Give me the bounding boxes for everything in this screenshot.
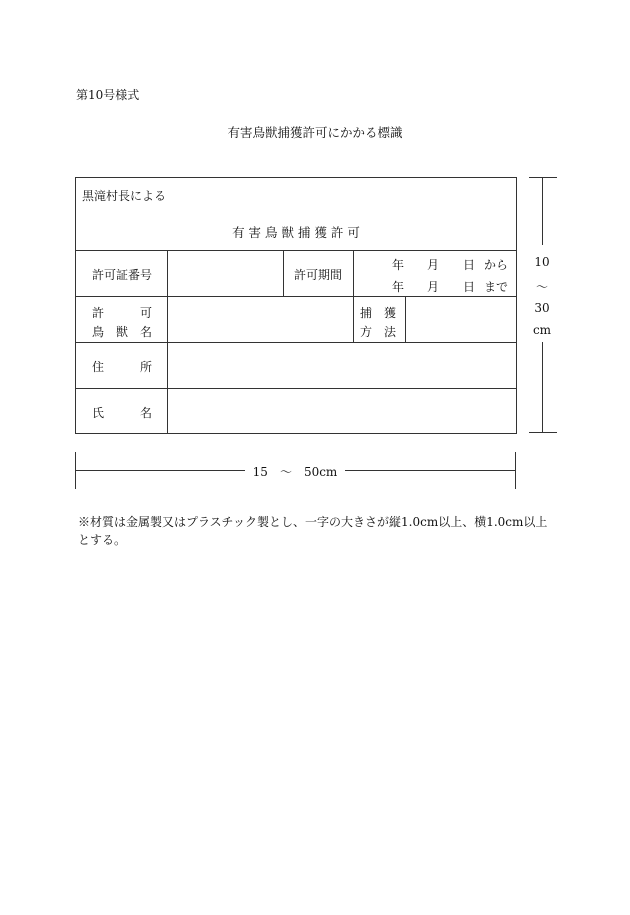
period-to-year: 年 (392, 280, 405, 294)
row-divider (76, 388, 516, 389)
material-note: ※材質は金属製又はプラスチック製とし、一字の大きさが縦1.0cm以上、横1.0cm以上とする。 (78, 515, 548, 547)
dimension-line (75, 470, 245, 471)
column-divider (283, 250, 284, 296)
dimension-line (542, 177, 543, 245)
period-from-month: 月 (427, 258, 440, 272)
period-from-day: 日 (463, 258, 476, 272)
permit-period-label: 許可期間 (294, 268, 343, 282)
period-from-suffix: から (484, 258, 509, 272)
column-divider (405, 296, 406, 342)
row-divider (76, 250, 516, 251)
height-separator: ～ (535, 280, 548, 294)
capture-method-label-line2: 方 法 (360, 325, 397, 339)
document-title: 有害鳥獣捕獲許可にかかる標識 (227, 125, 403, 140)
height-unit: cm (532, 323, 552, 337)
period-to-day: 日 (463, 280, 476, 294)
width-text: 15 ～ 50cm (252, 465, 338, 479)
dimension-tick (529, 177, 557, 178)
name-label: 氏 名 (92, 406, 153, 420)
sign-form-table (75, 177, 517, 434)
issuer-text: 黒滝村長による (82, 189, 167, 203)
column-divider (353, 296, 354, 342)
species-label-line1: 許 可 (92, 306, 153, 320)
dimension-tick (529, 432, 557, 433)
period-from-year: 年 (392, 258, 405, 272)
address-label: 住 所 (92, 360, 153, 374)
height-max: 30 (534, 301, 550, 315)
capture-method-label-line1: 捕 獲 (360, 306, 397, 320)
period-to-month: 月 (427, 280, 440, 294)
row-divider (76, 342, 516, 343)
dimension-line (345, 470, 516, 471)
column-divider (353, 250, 354, 296)
height-min: 10 (534, 255, 550, 269)
permit-number-label: 許可証番号 (92, 268, 153, 282)
period-to-suffix: まで (484, 280, 509, 294)
dimension-line (542, 342, 543, 433)
species-label-line2: 鳥 獣 名 (92, 325, 153, 339)
row-divider (76, 296, 516, 297)
form-number: 第10号様式 (76, 88, 140, 102)
column-divider (167, 250, 168, 433)
sign-main-title: 有 害 鳥 獣 捕 獲 許 可 (232, 225, 360, 240)
